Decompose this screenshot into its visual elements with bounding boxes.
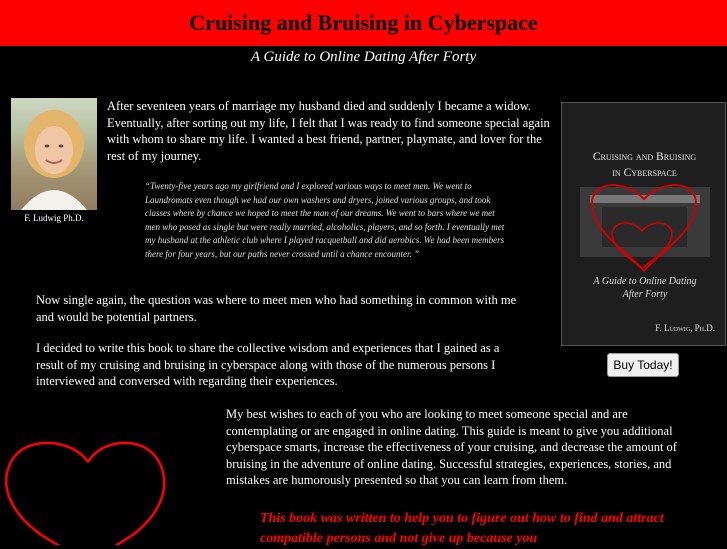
body-paragraph-3: I decided to write this book to share the collective wisdom and experiences that I gained as a result of my cruising and bruising in cyberspace along with those of the numerous persons I interviewed and conversed with regarding their experiences.: [36, 341, 500, 388]
site-title: Cruising and Bruising in Cyberspace: [189, 10, 538, 35]
site-subtitle: A Guide to Online Dating After Forty: [250, 49, 477, 65]
quote-paragraph: “Twenty-five years ago my girlfriend and I explored various ways to meet men. We went to Laundromats even though we had our own washers and dryers, joined various groups, and took classes where by chance we hoped to meet the man of our dreams. We went to bars where we met men who posed as single but were really married, alcoholics, players, and so forth. I eventually met my husband at the athletic club where I played racquetball and did aerobics. We had been members there for four years, but our paths never crossed until a chance encounter. ”: [145, 181, 505, 259]
buy-today-button[interactable]: Buy Today!: [607, 353, 679, 377]
heart-outline-icon: [0, 430, 175, 545]
book-title: Cruising and Bruising in Cyberspace: [592, 151, 697, 179]
book-author: F. Ludwig, Ph.D.: [655, 323, 715, 333]
body-paragraph-4: My best wishes to each of you who are looking to meet someone special and are contemplating or are engaged in online dating. This guide is meant to give you additional cyberspace smarts, increase the effectiveness of your cruising, and decrease the amount of bruising in the adventure of online dating. Successful strategies, experiences, stories, and mistakes are humorously presented so that you can learn from them.: [226, 407, 677, 487]
highlight-text: This book was written to help you to figure out how to find and attract compatible persons and not give up because you: [260, 511, 664, 546]
author-photo: [11, 98, 97, 210]
body-paragraph-2: Now single again, the question was where to meet men who had something in common with me and would be potential partners.: [36, 293, 517, 324]
book-subtitle: A Guide to Online Dating After Forty: [593, 276, 697, 300]
book-cover[interactable]: [561, 102, 726, 346]
intro-paragraph: After seventeen years of marriage my husband died and suddenly I became a widow. Eventually, after sorting out my life, I felt that I was ready to find someone special again with whom to share my life. I wanted a best friend, partner, playmate, and lover for the rest of my journey.: [107, 99, 550, 163]
header-banner: [0, 0, 727, 46]
author-caption: F. Ludwig Ph.D.: [24, 213, 84, 223]
